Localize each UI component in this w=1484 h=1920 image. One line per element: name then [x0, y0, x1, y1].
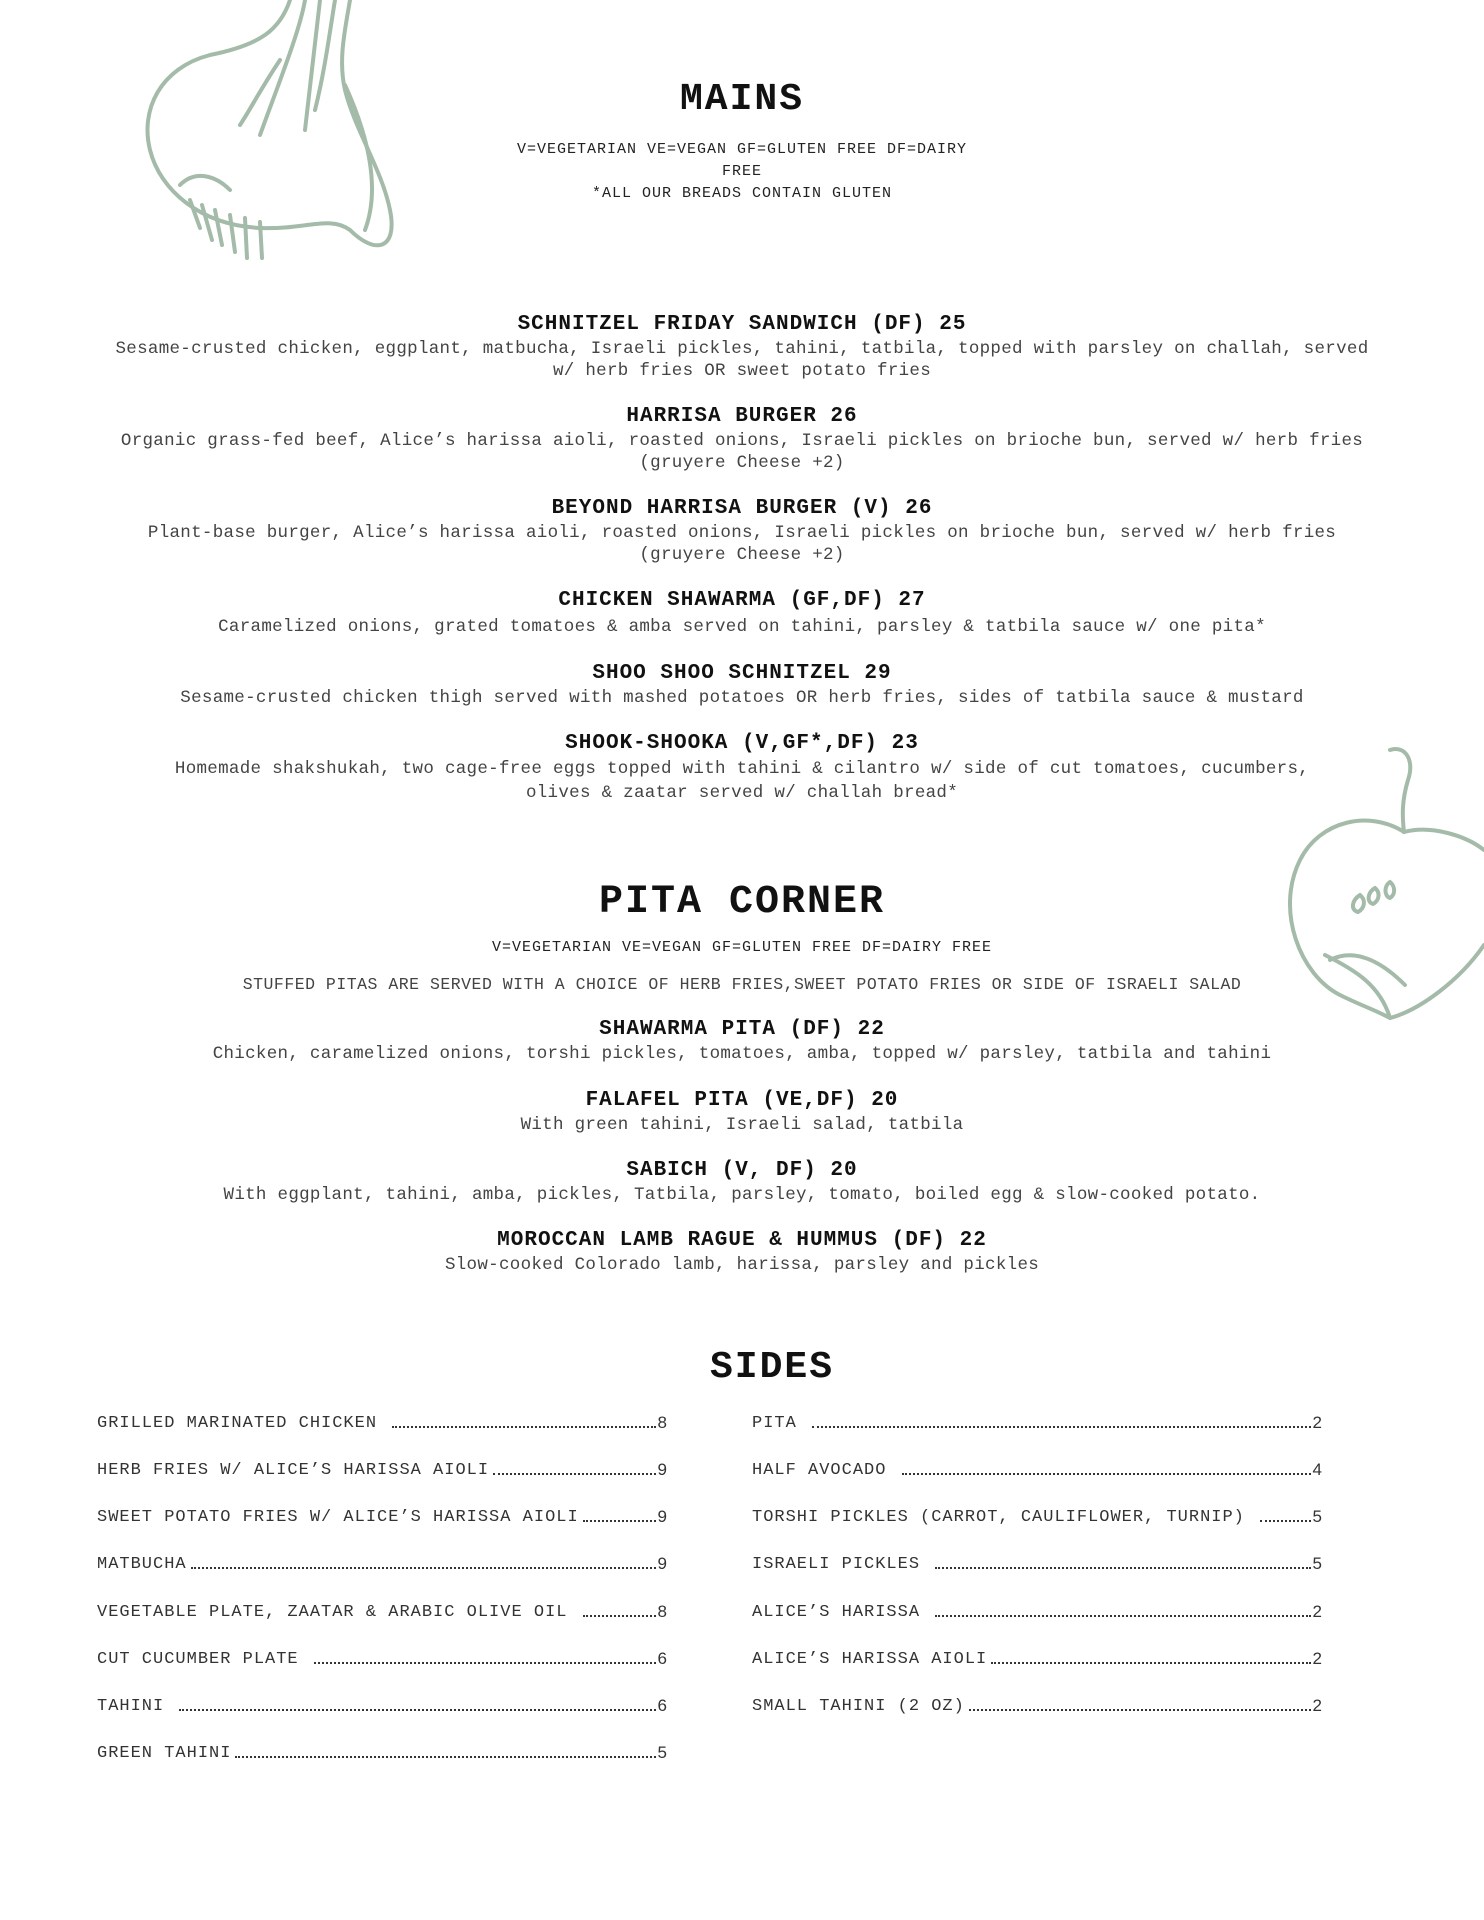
dot-leader [935, 1614, 1310, 1617]
menu-item-title: FALAFEL PITA (VE,DF) 20 [585, 1089, 899, 1112]
side-item [752, 1411, 1322, 1433]
side-item-name: TAHINI [97, 1697, 176, 1716]
side-item-name: ISRAELI PICKLES [752, 1555, 932, 1574]
menu-item-description: Sesame-crusted chicken, eggplant, matbucha, Israeli pickles, tahini, tatbila, topped with parsley on challah, served [115, 339, 1369, 359]
garlic-illustration [140, 0, 410, 270]
dot-leader [583, 1614, 656, 1617]
menu-item [0, 731, 1484, 805]
menu-item [0, 404, 1484, 474]
dot-leader [935, 1566, 1310, 1569]
side-item [752, 1505, 1322, 1527]
dot-leader [191, 1566, 656, 1569]
side-item-price: 6 [657, 1696, 667, 1715]
menu-item-title: SHOOK-SHOOKA (V,GF*,DF) 23 [565, 732, 919, 755]
menu-item-description: Homemade shakshukah, two cage-free eggs topped with tahini & cilantro w/ side of cut tomatoes, cucumbers, [174, 759, 1310, 779]
dot-leader [969, 1708, 1311, 1711]
side-item-price: 9 [657, 1554, 667, 1573]
side-item [97, 1411, 667, 1433]
menu-item-description: (gruyere Cheese +2) [639, 453, 845, 473]
menu-item-title: BEYOND HARRISA BURGER (V) 26 [551, 497, 933, 520]
menu-item-description: Organic grass-fed beef, Alice’s harissa aioli, roasted onions, Israeli pickles on brioche bun, served w/ herb fries [120, 431, 1364, 451]
side-item-price: 6 [657, 1649, 667, 1668]
side-item-price: 5 [1312, 1507, 1322, 1526]
side-item [97, 1552, 667, 1574]
pita-legend: V=VEGETARIAN VE=VEGAN GF=GLUTEN FREE DF=DAIRY FREE [491, 939, 993, 956]
menu-item-title: MOROCCAN LAMB RAGUE & HUMMUS (DF) 22 [497, 1229, 987, 1252]
side-item [97, 1505, 667, 1527]
dot-leader [392, 1425, 655, 1428]
mains-legend-line: FREE [721, 163, 762, 180]
menu-item-title: SABICH (V, DF) 20 [626, 1159, 858, 1182]
side-item [752, 1694, 1322, 1716]
dot-leader [902, 1472, 1311, 1475]
menu-item [0, 1158, 1484, 1206]
menu-item [0, 588, 1484, 638]
dot-leader [179, 1708, 655, 1711]
menu-item-description: With green tahini, Israeli salad, tatbila [520, 1115, 964, 1135]
mains-legend-line: *ALL OUR BREADS CONTAIN GLUTEN [591, 185, 893, 202]
sides-heading: SIDES [709, 1346, 835, 1389]
menu-item-title: SHAWARMA PITA (DF) 22 [599, 1018, 885, 1041]
menu-item [0, 1088, 1484, 1136]
menu-item-description: Slow-cooked Colorado lamb, harissa, parsley and pickles [444, 1255, 1040, 1275]
side-item-name: GREEN TAHINI [97, 1744, 232, 1763]
side-item-price: 8 [657, 1602, 667, 1621]
dot-leader [991, 1661, 1310, 1664]
menu-item-description: Sesame-crusted chicken thigh served with mashed potatoes OR herb fries, sides of tatbila sauce & mustard [180, 688, 1304, 708]
pita-heading: PITA CORNER [598, 880, 886, 925]
side-item-name: SWEET POTATO FRIES W/ ALICE’S HARISSA AIOLI [97, 1508, 579, 1527]
menu-item-title: SCHNITZEL FRIDAY SANDWICH (DF) 25 [517, 313, 967, 336]
side-item-price: 9 [657, 1460, 667, 1479]
side-item-name: HALF AVOCADO [752, 1461, 898, 1480]
side-item-name: ALICE’S HARISSA AIOLI [752, 1650, 988, 1669]
side-item-price: 2 [1312, 1649, 1322, 1668]
side-item-price: 9 [657, 1507, 667, 1526]
menu-item [0, 496, 1484, 566]
menu-item-description: Chicken, caramelized onions, torshi pickles, tomatoes, amba, topped w/ parsley, tatbila and tahini [212, 1044, 1272, 1064]
side-item-price: 2 [1312, 1413, 1322, 1432]
side-item [97, 1647, 667, 1669]
menu-item-description: w/ herb fries OR sweet potato fries [552, 361, 932, 381]
menu-item [0, 1228, 1484, 1276]
side-item-name: SMALL TAHINI (2 OZ) [752, 1697, 965, 1716]
menu-item-description: Plant-base burger, Alice’s harissa aioli, roasted onions, Israeli pickles on brioche bun, served w/ herb fries [147, 523, 1337, 543]
side-item [97, 1600, 667, 1622]
side-item-name: CUT CUCUMBER PLATE [97, 1650, 310, 1669]
menu-item-title: HARRISA BURGER 26 [626, 405, 858, 428]
menu-item-description: (gruyere Cheese +2) [639, 545, 845, 565]
pita-note: STUFFED PITAS ARE SERVED WITH A CHOICE OF HERB FRIES,SWEET POTATO FRIES OR SIDE OF ISRAELI SALAD [242, 975, 1242, 994]
side-item-price: 4 [1312, 1460, 1322, 1479]
menu-item-description: With eggplant, tahini, amba, pickles, Tatbila, parsley, tomato, boiled egg & slow-cooked potato. [223, 1185, 1261, 1205]
dot-leader [314, 1661, 656, 1664]
mains-legend-line: V=VEGETARIAN VE=VEGAN GF=GLUTEN FREE DF=DAIRY [516, 141, 968, 158]
dot-leader [493, 1472, 655, 1475]
side-item [97, 1741, 667, 1763]
side-item-name: ALICE’S HARISSA [752, 1603, 932, 1622]
side-item [752, 1552, 1322, 1574]
menu-item-title: SHOO SHOO SCHNITZEL 29 [592, 662, 892, 685]
dot-leader [812, 1425, 1311, 1428]
side-item-name: PITA [752, 1414, 809, 1433]
dot-leader [583, 1519, 656, 1522]
side-item-name: MATBUCHA [97, 1555, 187, 1574]
menu-item-description: Caramelized onions, grated tomatoes & amba served on tahini, parsley & tatbila sauce w/ one pita* [218, 617, 1266, 637]
side-item [97, 1694, 667, 1716]
side-item-price: 8 [657, 1413, 667, 1432]
side-item [752, 1458, 1322, 1480]
side-item-name: GRILLED MARINATED CHICKEN [97, 1414, 389, 1433]
menu-item-description: olives & zaatar served w/ challah bread* [525, 783, 959, 803]
side-item [97, 1458, 667, 1480]
side-item-price: 5 [657, 1743, 667, 1762]
side-item-price: 2 [1312, 1696, 1322, 1715]
dot-leader [235, 1755, 655, 1758]
side-item-price: 2 [1312, 1602, 1322, 1621]
mains-heading: MAINS [679, 78, 805, 121]
side-item-name: TORSHI PICKLES (CARROT, CAULIFLOWER, TURNIP) [752, 1508, 1257, 1527]
side-item [752, 1600, 1322, 1622]
menu-item-title: CHICKEN SHAWARMA (GF,DF) 27 [558, 589, 926, 612]
menu-item [0, 312, 1484, 382]
dot-leader [1260, 1519, 1310, 1522]
mains-legend [0, 139, 1484, 205]
menu-item [0, 661, 1484, 709]
side-item-name: HERB FRIES W/ ALICE’S HARISSA AIOLI [97, 1461, 490, 1480]
side-item [752, 1647, 1322, 1669]
side-item-price: 5 [1312, 1554, 1322, 1573]
menu-item [0, 1017, 1484, 1065]
side-item-name: VEGETABLE PLATE, ZAATAR & ARABIC OLIVE OIL [97, 1603, 579, 1622]
